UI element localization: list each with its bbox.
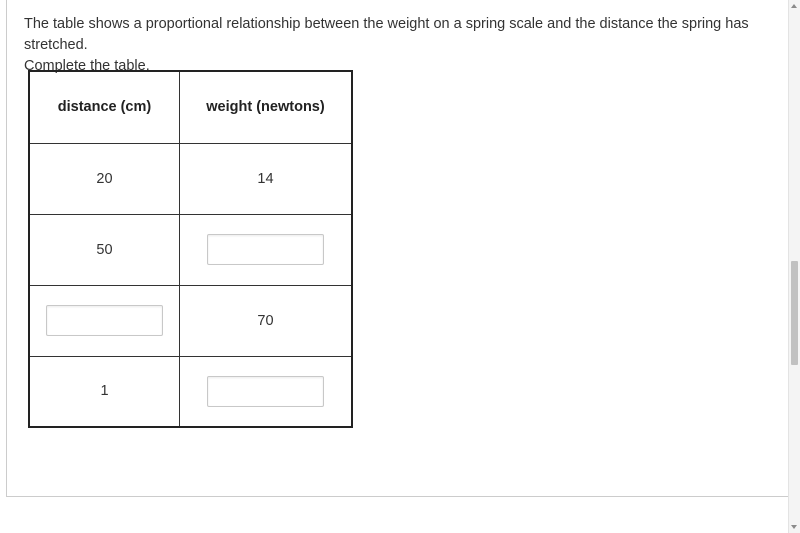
header-weight: weight (newtons) xyxy=(180,71,353,143)
question-text: The table shows a proportional relationship between the weight on a spring scale and the distance the spring has stretched. xyxy=(24,16,749,53)
cell-distance-2: 50 xyxy=(29,214,180,285)
weight-answer-input-4[interactable] xyxy=(207,376,324,407)
scroll-down-arrow-icon[interactable] xyxy=(791,525,797,529)
cell-distance-3 xyxy=(29,285,180,356)
scroll-up-arrow-icon[interactable] xyxy=(791,4,797,8)
distance-answer-input-3[interactable] xyxy=(46,305,163,336)
cell-distance-1: 20 xyxy=(29,143,180,214)
cell-weight-1: 14 xyxy=(180,143,353,214)
table-row xyxy=(29,285,352,356)
table-header-row xyxy=(29,71,352,143)
scrollbar-thumb[interactable] xyxy=(791,261,798,365)
question-panel xyxy=(6,0,789,497)
cell-weight-2 xyxy=(180,214,353,285)
header-distance: distance (cm) xyxy=(29,71,180,143)
table-row xyxy=(29,214,352,285)
table-row xyxy=(29,356,352,427)
question-prompt xyxy=(24,14,784,77)
proportion-table xyxy=(28,70,353,428)
weight-answer-input-2[interactable] xyxy=(207,234,324,265)
vertical-scrollbar[interactable] xyxy=(788,0,800,533)
cell-distance-4: 1 xyxy=(29,356,180,427)
question-instruction: Complete the table. xyxy=(24,58,150,74)
cell-weight-4 xyxy=(180,356,353,427)
table-row xyxy=(29,143,352,214)
cell-weight-3: 70 xyxy=(180,285,353,356)
